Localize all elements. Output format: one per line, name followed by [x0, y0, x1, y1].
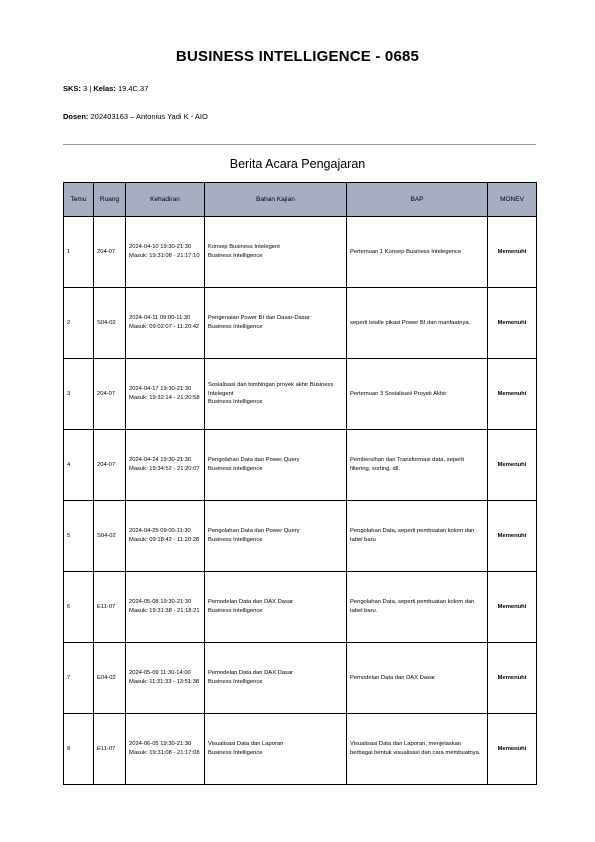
- cell-ruang: S04-02: [94, 501, 126, 572]
- schedule: 2024-04-11 09:00-11:30: [129, 315, 191, 322]
- cell-bahan-kajian: [205, 288, 347, 359]
- table-row: [64, 359, 537, 430]
- attendance: Masuk: 19:31:08 - 21:17:10: [129, 253, 200, 259]
- topic: Pemodelan Data dan DAX Dasar: [208, 599, 294, 606]
- cell-ruang: 204-07: [94, 359, 126, 430]
- cell-monev: Memenuhi: [488, 572, 537, 643]
- cell-monev: Memenuhi: [488, 643, 537, 714]
- cell-temu: 7: [64, 643, 94, 714]
- cell-kehadiran: [126, 359, 205, 430]
- topic: Pengolahan Data dan Power Query: [208, 457, 300, 464]
- cell-bap: Pertemuan 1 Konsep Business Intelegence: [347, 217, 488, 288]
- cell-kehadiran: [126, 288, 205, 359]
- schedule: 2024-05-08 19:30-21:30: [129, 599, 192, 606]
- cell-monev: Memenuhi: [488, 359, 537, 430]
- cell-ruang: S04-02: [94, 288, 126, 359]
- dosen-label: Dosen:: [63, 112, 89, 121]
- course-info: [63, 84, 148, 93]
- course-name: Business Intelligence: [208, 679, 263, 685]
- table-row: [64, 501, 537, 572]
- cell-temu: 2: [64, 288, 94, 359]
- kelas-value: 19.4C.37: [117, 84, 149, 93]
- header-temu: Temu: [64, 183, 94, 217]
- attendance: Masuk: 19:31:08 - 21:17:08: [129, 750, 200, 756]
- cell-kehadiran: [126, 643, 205, 714]
- page-title: BUSINESS INTELLIGENCE - 0685: [175, 48, 420, 65]
- cell-ruang: E04-02: [94, 643, 126, 714]
- sks-label: SKS:: [63, 84, 81, 93]
- schedule: 2024-04-24 19:30-21:30: [129, 457, 192, 464]
- course-name: Business Intelligence: [208, 608, 263, 614]
- topic: Sosialisasi dan bimbingan proyek akhir Business Intelegent: [208, 381, 334, 397]
- cell-monev: Memenuhi: [488, 714, 537, 785]
- cell-bahan-kajian: [205, 217, 347, 288]
- schedule: 2024-04-25 09:00-11:30: [129, 528, 191, 535]
- dosen-value: 202403163 – Antonius Yadi K - AIO: [90, 112, 208, 121]
- section-title: Berita Acara Pengajaran: [229, 157, 366, 171]
- table-body: [64, 217, 537, 785]
- course-name: Business Intelligence: [208, 537, 263, 543]
- kelas-label: Kelas:: [93, 84, 116, 93]
- sks-value: 3: [83, 84, 88, 93]
- table-row: [64, 714, 537, 785]
- attendance: Masuk: 11:31:33 - 13:51:38: [129, 679, 200, 685]
- separator: |: [89, 84, 92, 93]
- topic: Visualisasi Data dan Laporan: [208, 741, 284, 748]
- bap-table: [63, 182, 537, 785]
- attendance: Masuk: 19:32:14 - 21:20:58: [129, 395, 200, 401]
- cell-bap: Pengolahan Data, seperti pembuatan kolom dan tabel baru: [347, 501, 488, 572]
- cell-ruang: 204-07: [94, 430, 126, 501]
- cell-kehadiran: [126, 714, 205, 785]
- attendance: Masuk: 19:31:38 - 21:18:21: [129, 608, 200, 614]
- cell-monev: Memenuhi: [488, 430, 537, 501]
- cell-bahan-kajian: [205, 714, 347, 785]
- cell-bahan-kajian: [205, 572, 347, 643]
- schedule: 2024-04-17 19:30-21:30: [129, 386, 192, 393]
- cell-kehadiran: [126, 217, 205, 288]
- cell-bahan-kajian: [205, 359, 347, 430]
- topic: Pengenalan Power BI dan Dasar-Dasar: [208, 315, 310, 322]
- schedule: 2024-04-10 19:30-21:30: [129, 244, 192, 251]
- cell-ruang: E11-07: [94, 714, 126, 785]
- cell-bap: Pembersihan dan Transformasi data, seperti filtering, sorting, dll.: [347, 430, 488, 501]
- course-name: Business Intelligence: [208, 253, 263, 259]
- cell-temu: 6: [64, 572, 94, 643]
- cell-bahan-kajian: [205, 501, 347, 572]
- cell-temu: 8: [64, 714, 94, 785]
- header-kehadiran: Kehadiran: [126, 183, 205, 217]
- table-row: [64, 572, 537, 643]
- course-name: Business Intelligence: [208, 324, 263, 330]
- cell-bap: seperti istalle pikasi Power BI dan manfaatnya.: [347, 288, 488, 359]
- topic: Pengolahan Data dan Power Query: [208, 528, 300, 535]
- cell-kehadiran: [126, 572, 205, 643]
- table-row: [64, 217, 537, 288]
- attendance: Masuk: 09:02:07 - 11:20:42: [129, 324, 200, 330]
- course-name: Business Intelligence: [208, 466, 263, 472]
- cell-bap: Pemodelan Data dan DAX Dasar: [347, 643, 488, 714]
- cell-temu: 3: [64, 359, 94, 430]
- attendance: Masuk: 09:18:42 - 11:20:28: [129, 537, 200, 543]
- cell-monev: Memenuhi: [488, 217, 537, 288]
- schedule: 2024-05-09 11:30-14:00: [129, 670, 191, 677]
- course-name: Business Intelligence: [208, 750, 263, 756]
- cell-bap: Pengolahan Data, seperti pembuatan kolom dan tabel baru.: [347, 572, 488, 643]
- table-row: [64, 430, 537, 501]
- schedule: 2024-06-05 19:30-21:30: [129, 741, 192, 748]
- header-bap: BAP: [347, 183, 488, 217]
- attendance: Masuk: 19:34:52 - 21:20:07: [129, 466, 200, 472]
- cell-ruang: 204-07: [94, 217, 126, 288]
- cell-temu: 4: [64, 430, 94, 501]
- cell-bahan-kajian: [205, 430, 347, 501]
- cell-temu: 1: [64, 217, 94, 288]
- table-row: [64, 288, 537, 359]
- cell-monev: Memenuhi: [488, 288, 537, 359]
- cell-kehadiran: [126, 430, 205, 501]
- header-monev: MONEV: [488, 183, 537, 217]
- cell-bap: Visualisasi Data dan Laporan, menjelaskan berbagai bentuk visualisasi dan cara membuatnya.: [347, 714, 488, 785]
- header-ruang: Ruang: [94, 183, 126, 217]
- cell-ruang: E11-07: [94, 572, 126, 643]
- table-row: [64, 643, 537, 714]
- cell-bahan-kajian: [205, 643, 347, 714]
- header-bahan-kajian: Bahan Kajian: [205, 183, 347, 217]
- divider: [63, 144, 536, 145]
- cell-temu: 5: [64, 501, 94, 572]
- topic: Konsep Business Intelegent: [208, 244, 280, 251]
- cell-monev: Memenuhi: [488, 501, 537, 572]
- cell-bap: Pertemuan 3 Sosialisasi Proyek Akhir: [347, 359, 488, 430]
- course-name: Business Intelligence: [208, 399, 263, 406]
- lecturer-info: [63, 112, 208, 121]
- table-header-row: [64, 183, 537, 217]
- cell-kehadiran: [126, 501, 205, 572]
- topic: Pemodelan Data dan DAX Dasar: [208, 670, 294, 677]
